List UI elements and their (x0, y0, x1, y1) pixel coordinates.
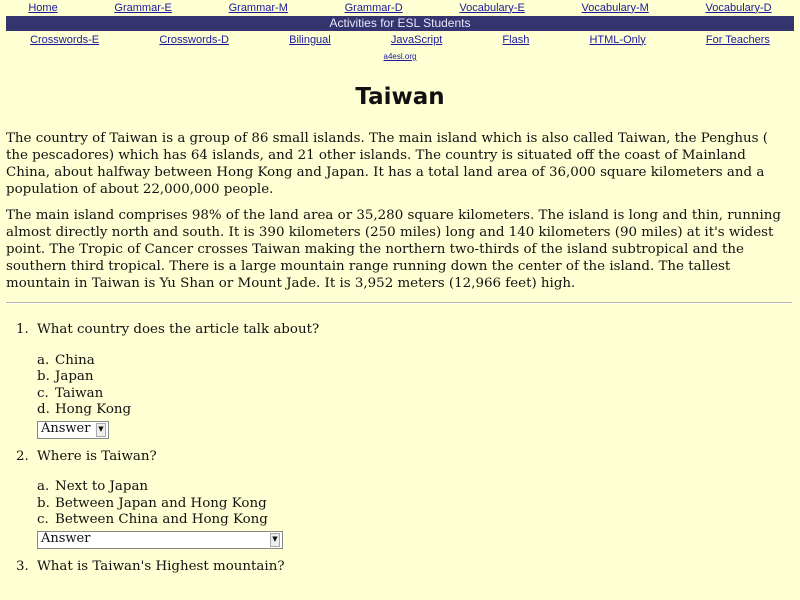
nav-row-1 (0, 0, 800, 15)
option-text: Between China and Hong Kong (55, 512, 268, 527)
question-1-options (37, 353, 776, 419)
option-item (37, 386, 776, 403)
chevron-down-icon: ▼ (270, 533, 280, 547)
option-item (37, 479, 776, 496)
question-text: Where is Taiwan? (37, 448, 157, 464)
article-paragraph-1: The country of Taiwan is a group of 86 small islands. The main island which is also called Taiwan, the Penghus ( the pescadores) which has 64 islands, and 21 other islands. The country is situated off the coast of Mainland China, about halfway between Hong Kong and Japan. It has a total land area of 36,000 square kilometers and a population of about 22,000,000 people. (6, 131, 768, 197)
option-text: Between Japan and Hong Kong (55, 495, 267, 511)
question-1-header (16, 322, 776, 339)
quiz (16, 322, 776, 585)
answer-select-2[interactable] (37, 531, 283, 549)
nav-link-grammar-e[interactable]: Grammar-E (114, 1, 172, 14)
answer-select-value: Answer (41, 421, 91, 437)
question-3-header (16, 559, 776, 576)
option-text: Taiwan (55, 385, 104, 401)
site-small-link-wrap (0, 52, 800, 61)
nav-link-grammar-m[interactable]: Grammar-M (228, 1, 288, 14)
site-link-a4esl[interactable]: a4esl.org (383, 52, 417, 61)
question-2-options (37, 479, 776, 529)
option-letter: b. (37, 495, 50, 511)
option-item (37, 402, 776, 419)
section-divider (6, 302, 792, 304)
nav-link-grammar-d[interactable]: Grammar-D (344, 1, 403, 14)
nav-link-vocabulary-d[interactable]: Vocabulary-D (705, 1, 772, 14)
option-item (37, 496, 776, 513)
option-item (37, 353, 776, 370)
option-letter: a. (37, 479, 50, 494)
question-number: 1. (16, 322, 29, 337)
question-number: 2. (16, 448, 29, 464)
option-letter: b. (37, 369, 50, 384)
nav-link-javascript[interactable]: JavaScript (390, 33, 443, 46)
site-banner: Activities for ESL Students (6, 16, 794, 31)
nav-link-vocabulary-m[interactable]: Vocabulary-M (581, 1, 649, 14)
option-text: Next to Japan (55, 479, 149, 494)
option-letter: c. (37, 385, 49, 401)
option-text: Hong Kong (55, 402, 132, 417)
nav-link-crosswords-e[interactable]: Crosswords-E (30, 33, 100, 46)
option-item (37, 369, 776, 386)
answer-select-1[interactable] (37, 421, 109, 439)
article-body (6, 130, 790, 301)
nav-link-home[interactable]: Home (28, 1, 58, 14)
option-letter: a. (37, 352, 50, 368)
nav-link-crosswords-d[interactable]: Crosswords-D (159, 33, 229, 46)
top-nav (0, 0, 800, 47)
nav-link-for-teachers[interactable]: For Teachers (705, 33, 770, 46)
page-title: Taiwan (355, 84, 445, 110)
option-letter: c. (37, 512, 49, 527)
chevron-down-icon: ▼ (96, 423, 106, 437)
nav-link-flash[interactable]: Flash (502, 33, 530, 46)
nav-link-html-only[interactable]: HTML-Only (589, 33, 646, 46)
question-3 (16, 559, 776, 576)
nav-link-bilingual[interactable]: Bilingual (289, 33, 331, 46)
nav-link-vocabulary-e[interactable]: Vocabulary-E (459, 1, 525, 14)
question-number: 3. (16, 558, 29, 574)
option-text: Japan (55, 369, 94, 384)
answer-select-value: Answer (41, 531, 91, 547)
question-2 (16, 449, 776, 549)
option-item (37, 512, 776, 529)
option-text: China (55, 352, 95, 368)
question-text: What is Taiwan's Highest mountain? (37, 558, 285, 574)
nav-row-2 (0, 32, 800, 47)
question-2-header (16, 449, 776, 466)
question-text: What country does the article talk about? (37, 322, 320, 337)
question-1 (16, 322, 776, 439)
article-paragraph-2: The main island comprises 98% of the land area or 35,280 square kilometers. The island is long and thin, running almost directly north and south. It is 390 kilometers (250 miles) long and 140 kilometers (90 miles) at it's widest point. The Tropic of Cancer crosses Taiwan making the northern two-thirds of the island subtropical and the southern third tropical. There is a large mountain range running down the center of the island. The tallest mountain in Taiwan is Yu Shan or Mount Jade. It is 3,952 meters (12,966 feet) high. (6, 208, 781, 291)
option-letter: d. (37, 402, 50, 417)
